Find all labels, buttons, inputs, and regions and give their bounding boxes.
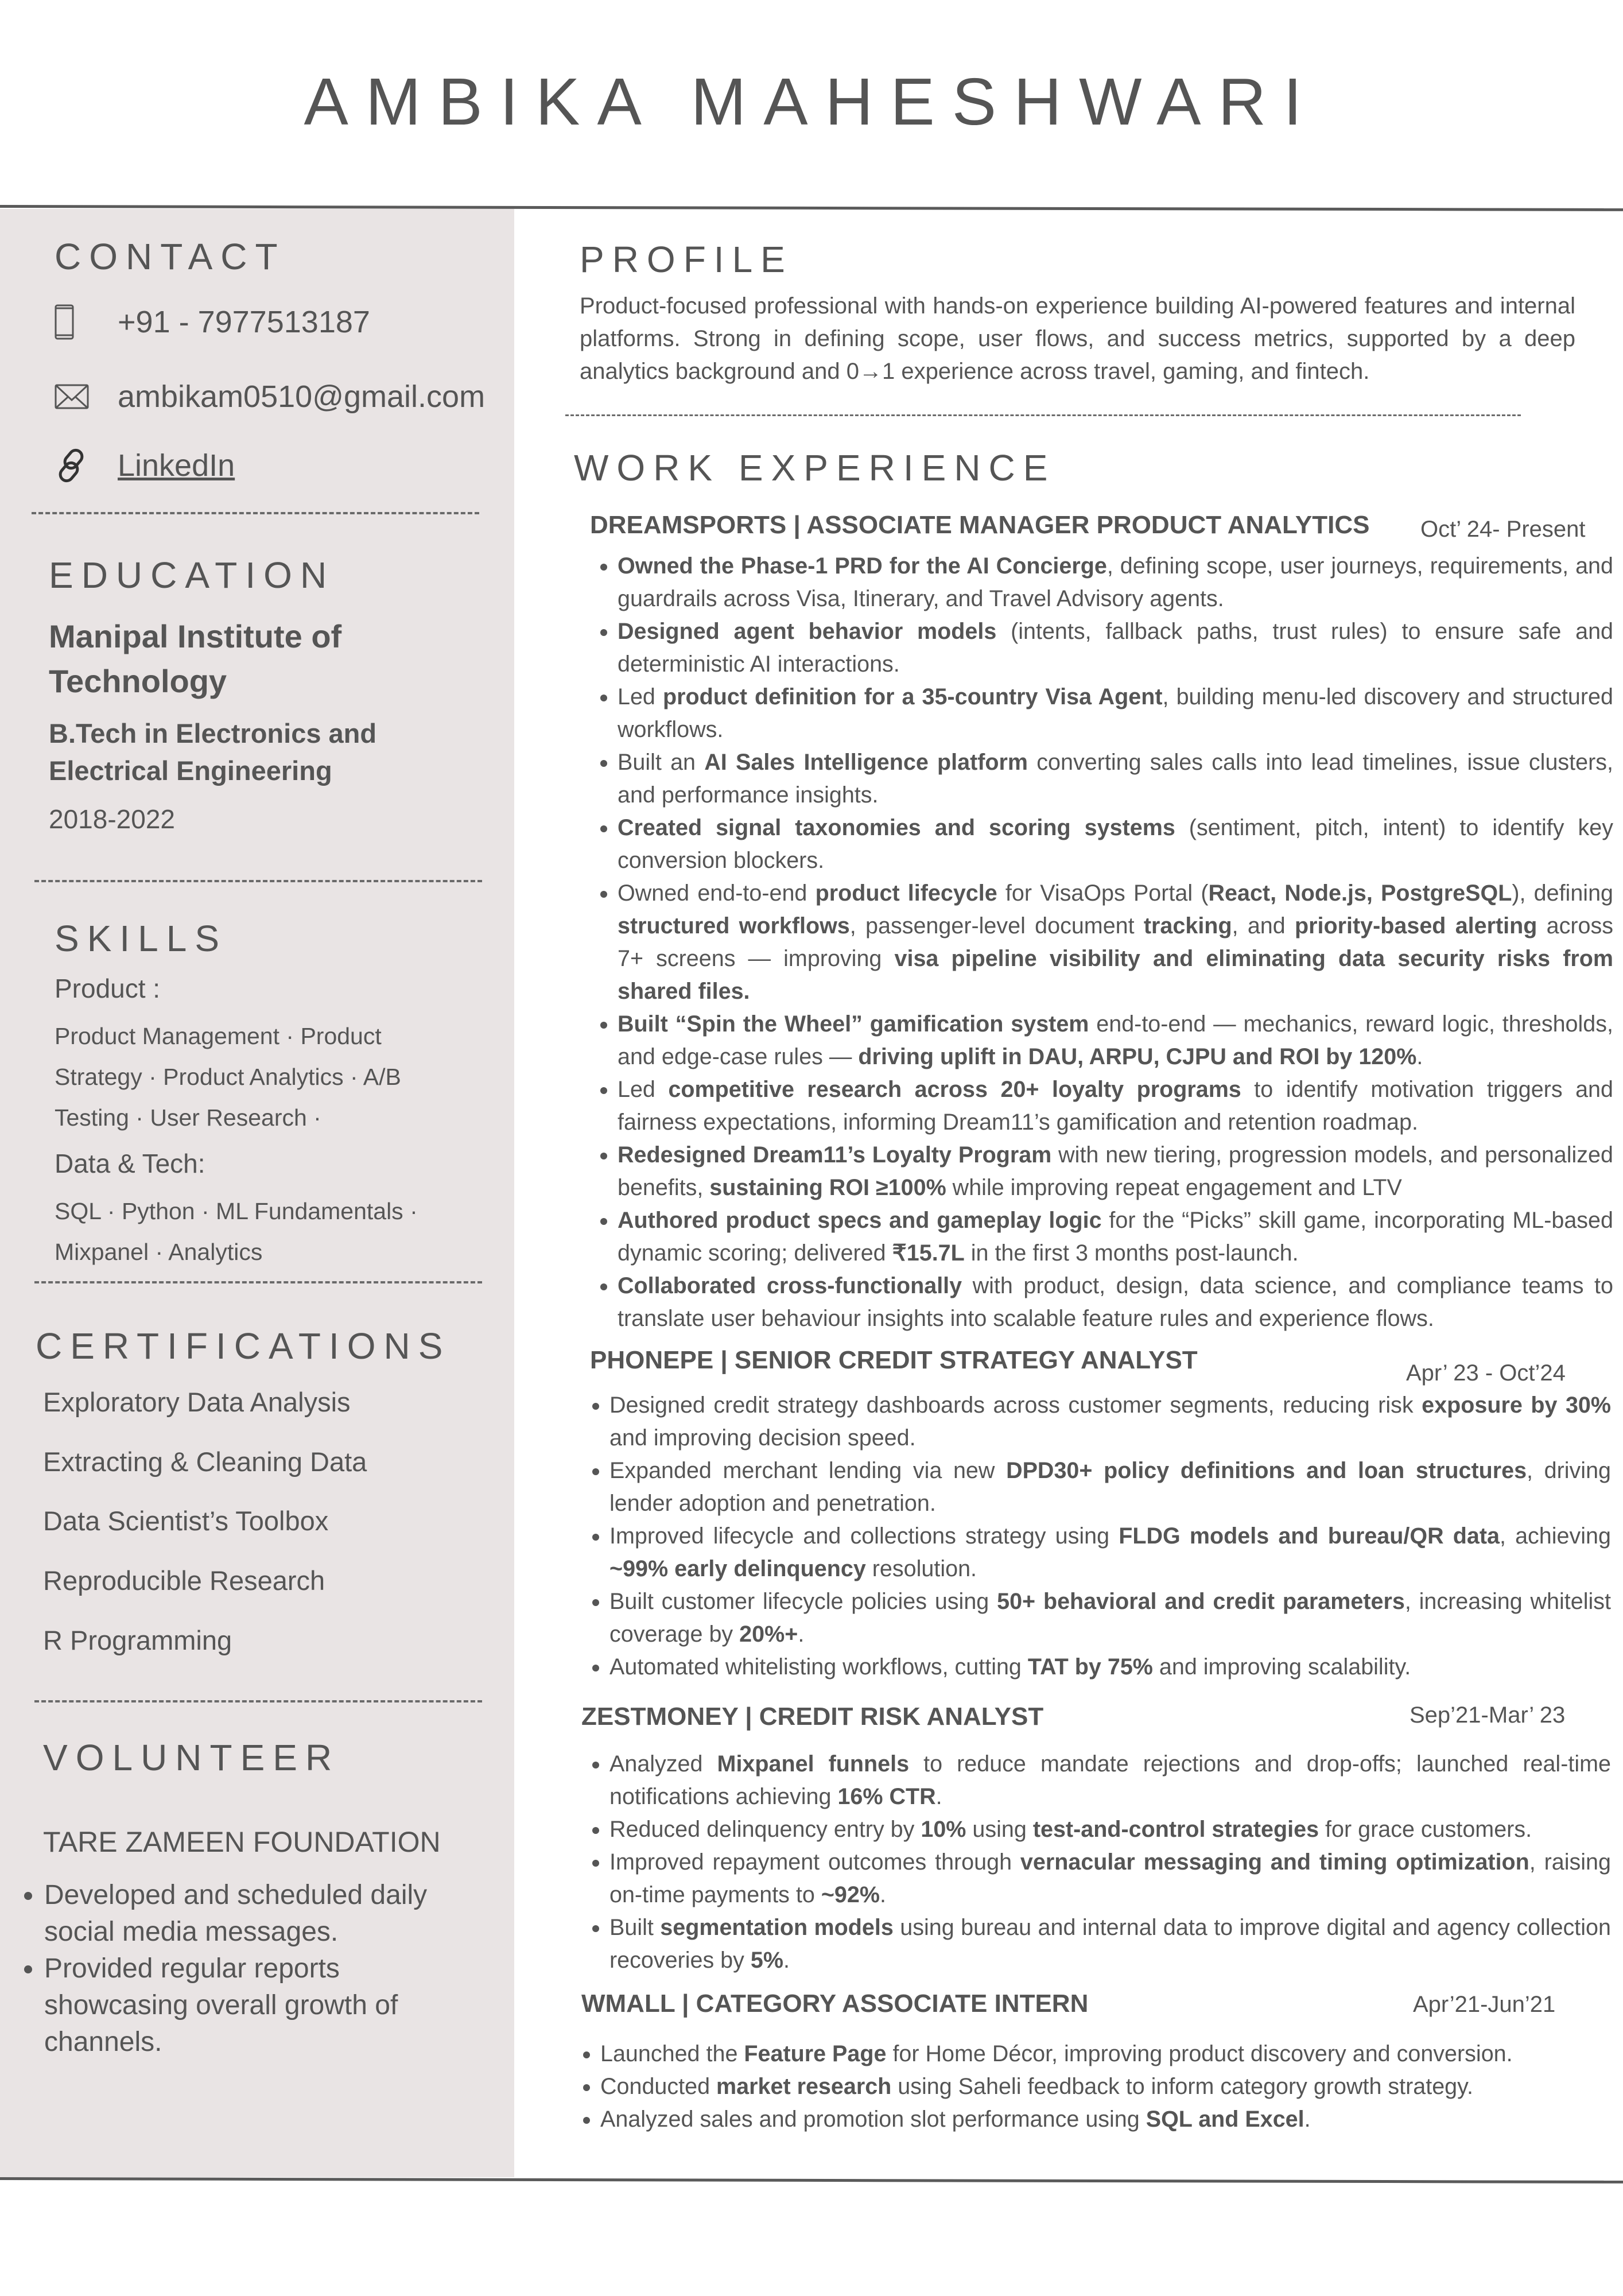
- phone-icon: [55, 304, 100, 340]
- bullet-text: , raising on-time payments to: [609, 1849, 1611, 1907]
- job-bullet: [618, 550, 1613, 615]
- bullet-highlight: segmentation models: [660, 1915, 894, 1940]
- bullet-highlight: Mixpanel funnels: [717, 1751, 910, 1777]
- work-experience-heading: WORK EXPERIENCE: [574, 447, 1056, 488]
- bullet-text: Analyzed sales and promotion slot performance using: [600, 2107, 1146, 2132]
- bullet-text: Designed credit strategy dashboards across customer segments, reducing risk: [609, 1393, 1422, 1418]
- bullet-highlight: product definition for a 35-country Visa Agent: [662, 684, 1163, 709]
- job-title-wmall: WMALL | CATEGORY ASSOCIATE INTERN: [581, 1989, 1089, 2018]
- job-bullet: [609, 1911, 1611, 1977]
- job-bullets-dreamsports: [580, 550, 1613, 1335]
- job-bullet: [609, 1520, 1611, 1585]
- bullet-text: while improving repeat engagement and LTV: [946, 1175, 1402, 1200]
- bullet-text: for the “Picks” skill game, incorporating ML-based dynamic scoring; delivered: [618, 1208, 1613, 1266]
- job-bullet: [609, 1389, 1611, 1455]
- bullet-text: for grace customers.: [1319, 1817, 1532, 1842]
- bullet-highlight: Authored product specs and gameplay logic: [618, 1208, 1102, 1233]
- contact-heading: CONTACT: [55, 236, 286, 277]
- bullet-text: , passenger-level document: [849, 913, 1144, 938]
- bullet-highlight: competitive research across 20+ loyalty programs: [668, 1077, 1241, 1102]
- bullet-text: using bureau and internal data to improve digital and agency collection recoveries by: [609, 1915, 1611, 1973]
- bullet-text: and improving scalability.: [1152, 1654, 1411, 1680]
- bullet-text: using Saheli feedback to inform category growth strategy.: [891, 2074, 1473, 2099]
- bullet-text: for Home Décor, improving product discovery and conversion.: [886, 2041, 1513, 2066]
- skill-list-data-tech: SQL · Python · ML Fundamentals · Mixpanel · Analytics: [55, 1198, 418, 1265]
- certification-item: Data Scientist’s Toolbox: [43, 1506, 329, 1536]
- bullet-text: Led: [618, 684, 663, 709]
- skill-category-data-tech: Data & Tech:: [55, 1149, 205, 1178]
- bullet-text: converting sales calls into lead timelines, issue clusters, and performance insights.: [618, 750, 1613, 808]
- bullet-highlight: ₹15.7L: [892, 1240, 965, 1266]
- bullet-highlight: market research: [716, 2074, 892, 2099]
- job-bullet: [618, 681, 1613, 746]
- bullet-text: Automated whitelisting workflows, cutting: [609, 1654, 1028, 1680]
- bullet-text: Reduced delinquency entry by: [609, 1817, 921, 1842]
- job-bullet: [618, 1270, 1613, 1335]
- bullet-highlight: Designed agent behavior models: [618, 619, 997, 644]
- job-bullet: [609, 1748, 1611, 1813]
- bullet-text: for VisaOps Portal (: [997, 881, 1209, 906]
- certification-item: R Programming: [43, 1625, 232, 1655]
- job-title-zestmoney: ZESTMONEY | CREDIT RISK ANALYST: [581, 1702, 1044, 1731]
- bullet-highlight: Built “Spin the Wheel” gamification system: [618, 1011, 1089, 1037]
- bullet-highlight: product lifecycle: [815, 881, 997, 906]
- bullet-text: (intents, fallback paths, trust rules) to ensure safe and deterministic AI interactions.: [618, 619, 1614, 677]
- certifications-heading: CERTIFICATIONS: [36, 1325, 451, 1367]
- email-link[interactable]: ambikam0510@gmail.com: [118, 379, 486, 414]
- bullet-text: , increasing whitelist coverage by: [609, 1589, 1611, 1647]
- bullet-highlight: sustaining ROI ≥100%: [709, 1175, 946, 1200]
- bullet-highlight: Redesigned Dream11’s Loyalty Program: [618, 1142, 1052, 1168]
- job-bullet: [609, 1585, 1611, 1651]
- volunteer-list: [13, 1877, 446, 2061]
- job-bullets-zestmoney: [572, 1748, 1611, 1977]
- bullet-text: Owned end-to-end: [618, 881, 816, 906]
- bullet-highlight: driving uplift in DAU, ARPU, CJPU and ROI by 120%: [858, 1044, 1417, 1069]
- volunteer-heading: VOLUNTEER: [43, 1737, 340, 1778]
- contact-phone: [32, 304, 370, 340]
- job-bullet: [609, 1455, 1611, 1520]
- bullet-text: to reduce mandate rejections and drop-offs; launched real-time notifications achieving: [609, 1751, 1611, 1809]
- job-bullet: [618, 1073, 1613, 1139]
- certification-item: Exploratory Data Analysis: [43, 1387, 351, 1417]
- volunteer-organization: TARE ZAMEEN FOUNDATION: [43, 1826, 441, 1858]
- candidate-name: AMBIKA MAHESHWARI: [304, 64, 1319, 139]
- bullet-text: Improved lifecycle and collections strategy using: [609, 1523, 1119, 1549]
- bullet-text: Launched the: [600, 2041, 744, 2066]
- bullet-highlight: FLDG models and bureau/QR data: [1119, 1523, 1500, 1549]
- bullet-text: , defining scope, user journeys, requirements, and guardrails across Visa, Itinerary, and Travel Advisory agents.: [618, 553, 1613, 611]
- contact-linkedin: [32, 448, 235, 483]
- section-divider: [34, 880, 482, 882]
- job-bullet: [609, 1846, 1611, 1911]
- bullet-text: Built: [609, 1915, 661, 1940]
- bullet-text: ), defining: [1512, 881, 1614, 906]
- bullet-text: , achieving: [1499, 1523, 1611, 1549]
- bullet-highlight: tracking: [1143, 913, 1232, 938]
- link-icon: [55, 448, 100, 483]
- job-date-dreamsports: Oct’ 24- Present: [1420, 517, 1586, 542]
- job-title-phonepe: PHONEPE | SENIOR CREDIT STRATEGY ANALYST: [590, 1346, 1198, 1374]
- bullet-highlight: priority-based alerting: [1295, 913, 1537, 938]
- bullet-highlight: 20%+: [739, 1622, 798, 1647]
- bullet-highlight: vernacular messaging and timing optimization: [1020, 1849, 1529, 1875]
- bullet-text: .: [879, 1882, 886, 1907]
- bullet-text: resolution.: [865, 1556, 977, 1581]
- education-degree: B.Tech in Electronics and Electrical Engineering: [49, 718, 377, 786]
- job-bullet: [618, 746, 1613, 812]
- job-bullet: [618, 877, 1613, 1008]
- profile-heading: PROFILE: [580, 239, 793, 280]
- bullet-highlight: AI Sales Intelligence platform: [704, 750, 1028, 775]
- bullet-text: across 7+ screens — improving: [618, 913, 1613, 971]
- job-bullet: [618, 1204, 1613, 1270]
- education-heading: EDUCATION: [49, 554, 335, 596]
- education-years: 2018-2022: [49, 804, 175, 834]
- bullet-highlight: 50+ behavioral and credit parameters: [997, 1589, 1405, 1614]
- bullet-text: Conducted: [600, 2074, 717, 2099]
- bullet-highlight: ~92%: [821, 1882, 880, 1907]
- bullet-highlight: 16% CTR: [837, 1784, 936, 1809]
- profile-summary: Product-focused professional with hands-on experience building AI-powered features and internal platforms. Strong in defining scope, user flows, and success metrics, supported by a deep analytics background and 0→1 experience across travel, gaming, and fintech.: [580, 293, 1575, 384]
- skill-category-product: Product :: [55, 974, 161, 1003]
- bullet-text: .: [1304, 2107, 1311, 2132]
- volunteer-item: • Developed and scheduled daily social media messages.: [44, 1877, 446, 1950]
- bullet-highlight: DPD30+ policy definitions and loan structures: [1006, 1458, 1527, 1483]
- job-date-phonepe: Apr’ 23 - Oct’24: [1406, 1360, 1566, 1386]
- section-divider: [32, 512, 479, 514]
- section-divider: [34, 1281, 482, 1283]
- job-bullets-phonepe: [572, 1389, 1611, 1684]
- phone-number: +91 - 7977513187: [118, 305, 370, 339]
- job-bullet: [618, 812, 1613, 877]
- bullet-text: .: [1416, 1044, 1423, 1069]
- bullet-highlight: Created signal taxonomies and scoring systems: [618, 815, 1175, 840]
- bullet-text: (sentiment, pitch, intent) to identify key conversion blockers.: [618, 815, 1613, 873]
- mail-icon: [55, 384, 100, 409]
- bullet-highlight: 5%: [750, 1948, 783, 1973]
- job-bullet: [618, 1008, 1613, 1073]
- education-school: Manipal Institute of Technology: [49, 618, 342, 699]
- bullet-highlight: Collaborated cross-functionally: [618, 1273, 962, 1298]
- bullet-text: in the first 3 months post-launch.: [964, 1240, 1299, 1266]
- bullet-text: and improving decision speed.: [609, 1425, 916, 1450]
- job-title-dreamsports: DREAMSPORTS | ASSOCIATE MANAGER PRODUCT ANALYTICS: [590, 511, 1370, 539]
- skill-list-product: Product Management · Product Strategy · Product Analytics · A/B Testing · User Research ·: [55, 1023, 401, 1131]
- linkedin-link[interactable]: LinkedIn: [118, 448, 235, 483]
- bullet-text: to identify motivation triggers and fairness expectations, informing Dream11’s gamification and retention roadmap.: [618, 1077, 1613, 1135]
- bullet-highlight: ~99% early delinquency: [609, 1556, 866, 1581]
- job-bullet: [609, 1651, 1611, 1684]
- bullet-text: using: [966, 1817, 1033, 1842]
- bullet-text: Analyzed: [609, 1751, 717, 1777]
- bullet-text: , driving lender adoption and penetration.: [609, 1458, 1612, 1516]
- volunteer-item: • Provided regular reports showcasing overall growth of channels.: [44, 1950, 446, 2061]
- bullet-text: Led: [618, 1077, 669, 1102]
- bullet-text: with product, design, data science, and compliance teams to translate user behaviour insights into scalable feature rules and experience flows.: [618, 1273, 1613, 1331]
- bullet-highlight: test-and-control strategies: [1032, 1817, 1319, 1842]
- bullet-highlight: React, Node.js, PostgreSQL: [1208, 881, 1512, 906]
- bullet-highlight: 10%: [921, 1817, 966, 1842]
- job-bullet: [600, 2070, 1610, 2103]
- job-date-zestmoney: Sep’21-Mar’ 23: [1410, 1702, 1566, 1728]
- bullet-text: .: [783, 1948, 790, 1973]
- bullet-text: .: [935, 1784, 942, 1809]
- bullet-highlight: TAT by 75%: [1027, 1654, 1153, 1680]
- job-bullet: [600, 2038, 1610, 2070]
- job-bullets-wmall: [562, 2038, 1610, 2136]
- bullet-text: Built an: [618, 750, 705, 775]
- bullet-highlight: Feature Page: [744, 2041, 887, 2066]
- bullet-text: , and: [1232, 913, 1295, 938]
- bullet-highlight: Owned the Phase-1 PRD for the AI Concierge: [618, 553, 1107, 579]
- job-bullet: [618, 615, 1613, 681]
- footer-divider: [0, 2177, 1623, 2183]
- bullet-text: end-to-end — mechanics, reward logic, thresholds, and edge-case rules —: [618, 1011, 1613, 1069]
- job-bullet: [609, 1813, 1611, 1846]
- section-divider: [565, 414, 1521, 416]
- bullet-text: Improved repayment outcomes through: [609, 1849, 1020, 1875]
- bullet-text: Built customer lifecycle policies using: [609, 1589, 997, 1614]
- job-bullet: [618, 1139, 1613, 1204]
- bullet-highlight: SQL and Excel: [1146, 2107, 1304, 2132]
- job-date-wmall: Apr’21-Jun’21: [1413, 1992, 1556, 2017]
- bullet-text: with new tiering, progression models, and personalized benefits,: [618, 1142, 1613, 1200]
- contact-email: [32, 379, 485, 414]
- bullet-text: Expanded merchant lending via new: [609, 1458, 1007, 1483]
- bullet-highlight: exposure by 30%: [1422, 1393, 1612, 1418]
- bullet-text: .: [798, 1622, 805, 1647]
- skills-heading: SKILLS: [55, 918, 228, 959]
- job-bullet: [600, 2103, 1610, 2136]
- certification-item: Reproducible Research: [43, 1565, 325, 1596]
- section-divider: [34, 1700, 482, 1702]
- bullet-text: , building menu-led discovery and structured workflows.: [618, 684, 1613, 742]
- certification-item: Extracting & Cleaning Data: [43, 1446, 367, 1477]
- bullet-highlight: visa pipeline visibility and eliminating data security risks from shared files.: [618, 946, 1613, 1004]
- bullet-highlight: structured workflows: [618, 913, 850, 938]
